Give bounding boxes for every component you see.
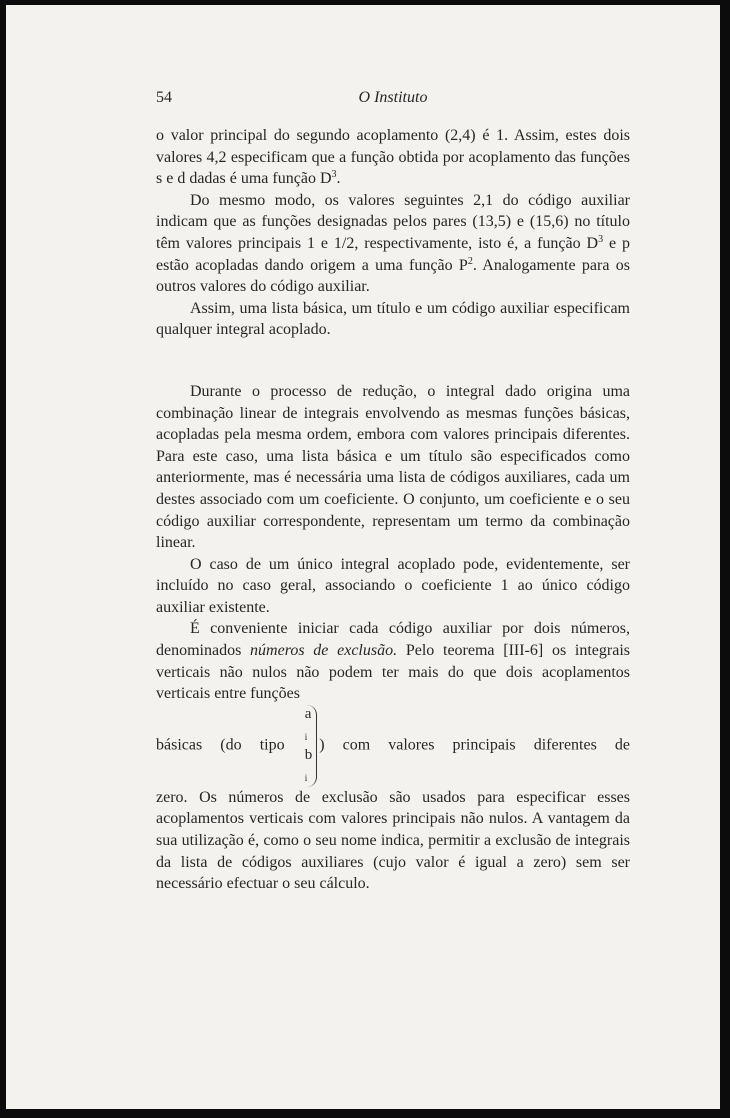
fraction-bottom bbox=[305, 746, 313, 787]
paragraph-5: O caso de um único integral acoplado pode, evidentemente, ser incluído no caso geral, associando o coeficiente 1 ao único código auxiliar existente. bbox=[156, 555, 630, 616]
para1-text: o valor principal do segundo acoplamento (2,4) é 1. Assim, estes dois valores 4,2 especificam que a função obtida por acoplamento das funções s e d dadas é uma função D bbox=[156, 127, 630, 188]
paragraph-1 bbox=[156, 125, 630, 190]
para2-text-b: e p estão acopladas dando origem a uma função P bbox=[156, 234, 630, 274]
paragraph-6 bbox=[156, 618, 630, 704]
italic-term: números de exclusão. bbox=[250, 642, 398, 660]
fraction-bottom-letter: b bbox=[304, 746, 313, 763]
para6-text-a: É conveniente iniciar cada código auxiliar por dois números, denominados bbox=[156, 620, 630, 660]
para6-text-b: Pelo teorema [III-6] os integrais verticais não nulos não podem ter mais do que dois acoplamentos verticais entre funções bbox=[156, 642, 630, 703]
paragraph-4: Durante o processo de redução, o integral dado origina uma combinação linear de integrais envolvendo as mesmas funções básicas, acopladas pela mesma ordem, embora com valores principais diferentes. Para este caso, uma lista básica e um título são especificados como anteriormente, mas é necessária uma lista de códigos auxiliares, cada um destes associado com um coeficiente. O conjunto, um coeficiente e o seu código auxiliar correspondente, representam um termo da combinação linear. bbox=[156, 382, 630, 552]
page-number: 54 bbox=[156, 89, 172, 106]
formula-line-start: básicas (do tipo bbox=[156, 736, 285, 754]
section-gap bbox=[156, 341, 630, 381]
body-text bbox=[156, 125, 630, 895]
superscript: 3 bbox=[598, 233, 604, 245]
superscript: 3 bbox=[331, 169, 337, 181]
para2-text-c: . Analogamente para os outros valores do código auxiliar. bbox=[156, 256, 631, 296]
para1-end: . bbox=[336, 170, 341, 188]
superscript: 2 bbox=[467, 255, 473, 267]
fraction-top-letter: a bbox=[304, 705, 312, 722]
para2-text-a: Do mesmo modo, os valores seguintes 2,1 do código auxiliar indicam que as funções designadas pelos pares (13,5) e (15,6) no título têm valores principais 1 e 1/2, respectivamente, isto é, a função D bbox=[156, 191, 630, 252]
book-page bbox=[6, 5, 720, 1109]
fraction-top-sub: i bbox=[304, 731, 308, 742]
running-title: O Instituto bbox=[358, 89, 428, 106]
formula-line-end: ) com valores principais diferentes de bbox=[319, 736, 631, 754]
paragraph-6-continued: zero. Os números de exclusão são usados para especificar esses acoplamentos verticais com valores principais não nulos. A vantagem da sua utilização é, como o seu nome indica, permitir a exclusão de integrais da lista de códigos auxiliares (cujo valor é igual a zero) sem ser necessário efectuar o seu cálculo. bbox=[156, 788, 630, 893]
formula-line bbox=[156, 705, 630, 787]
paragraph-2 bbox=[156, 190, 630, 298]
fraction-top bbox=[305, 705, 313, 746]
paragraph-3: Assim, uma lista básica, um título e um código auxiliar especificam qualquer integral acoplado. bbox=[156, 299, 630, 339]
page-header bbox=[156, 89, 630, 115]
fraction-bottom-sub: i bbox=[304, 772, 308, 783]
fraction-bracket bbox=[305, 705, 318, 787]
